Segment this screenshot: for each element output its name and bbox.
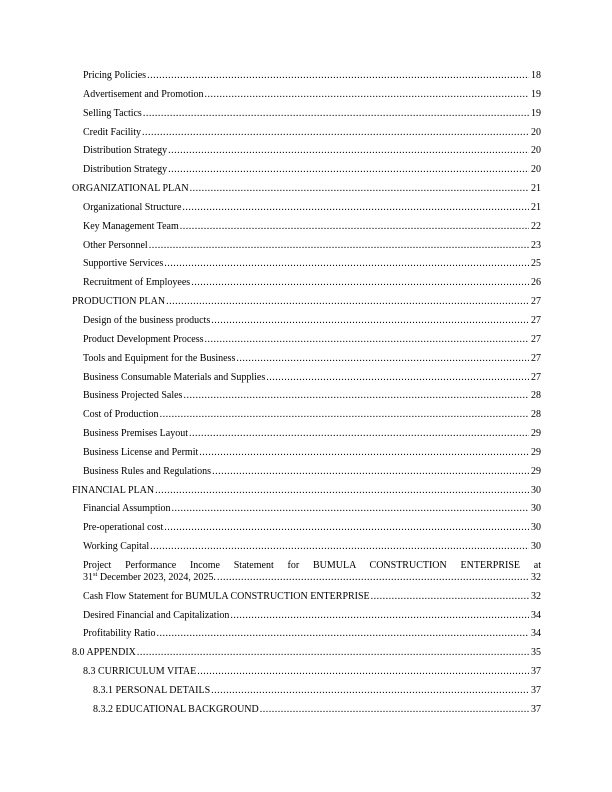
toc-page-number: 22: [531, 220, 541, 232]
toc-entry[interactable]: [72, 704, 541, 723]
toc-dot-leader: [166, 296, 529, 308]
toc-entry[interactable]: [72, 372, 541, 391]
toc-entry[interactable]: [72, 240, 541, 259]
toc-entry[interactable]: [72, 628, 541, 647]
toc-entry-title: Key Management Team: [83, 220, 179, 232]
toc-dot-leader: [212, 466, 529, 478]
toc-entry[interactable]: [72, 390, 541, 409]
toc-page-number: 26: [531, 277, 541, 289]
toc-dot-leader: [211, 685, 529, 697]
toc-dot-leader: [191, 277, 529, 289]
toc-entry[interactable]: [72, 522, 541, 541]
toc-page-number: 20: [531, 145, 541, 157]
toc-entry[interactable]: [72, 353, 541, 372]
toc-entry[interactable]: [72, 685, 541, 704]
toc-page-number: 28: [531, 409, 541, 421]
toc-entry-title: Distribution Strategy: [83, 145, 168, 157]
toc-section-heading[interactable]: [72, 647, 541, 666]
toc-page-number: 27: [531, 371, 541, 383]
toc-page-number: 23: [531, 239, 541, 251]
toc-entry-title: Design of the business products: [83, 314, 211, 326]
toc-entry-date-rest: December 2023, 2024, 2025.: [97, 571, 216, 583]
toc-entry[interactable]: [72, 666, 541, 685]
toc-entry[interactable]: [72, 221, 541, 240]
toc-entry-date-day: 31: [83, 571, 93, 583]
toc-entry-title: Financial Assumption: [83, 503, 171, 515]
toc-entry-title: 8.3.1 PERSONAL DETAILS: [93, 685, 211, 696]
toc-entry-title: Distribution Strategy: [83, 164, 168, 176]
toc-dot-leader: [168, 164, 529, 176]
toc-entry[interactable]: [72, 164, 541, 183]
toc-entry-title: Cost of Production: [83, 409, 159, 421]
toc-page-number: 34: [531, 609, 541, 621]
toc-entry-title: Recruitment of Employees: [83, 277, 191, 289]
toc-dot-leader: [260, 704, 529, 716]
toc-dot-leader: [205, 89, 529, 101]
toc-page-number: 30: [531, 503, 541, 515]
toc-page-number: 25: [531, 258, 541, 270]
toc-dot-leader: [217, 572, 529, 584]
toc-page-number: 27: [531, 333, 541, 345]
toc-entry-date: [83, 572, 216, 584]
toc-dot-leader: [197, 666, 529, 678]
toc-dot-leader: [142, 127, 529, 139]
toc-entry[interactable]: [72, 315, 541, 334]
toc-entry-title: Other Personnel: [83, 239, 148, 251]
toc-entry-title: 8.0 APPENDIX: [72, 647, 136, 659]
toc-dot-leader: [147, 70, 529, 82]
toc-entry-title: Business License and Permit: [83, 446, 199, 458]
toc-entry[interactable]: [72, 591, 541, 610]
toc-page-number: 34: [531, 628, 541, 640]
toc-dot-leader: [155, 485, 529, 497]
toc-dot-leader: [189, 428, 529, 440]
toc-section-heading[interactable]: [72, 183, 541, 202]
toc-dot-leader: [172, 503, 530, 515]
toc-page-number: 27: [531, 314, 541, 326]
toc-entry-title: Business Projected Sales: [83, 390, 183, 402]
toc-page-number: 20: [531, 164, 541, 176]
toc-entry[interactable]: [72, 89, 541, 108]
toc-entry-title-line1: Project Performance Income Statement for BUMULA CONSTRUCTION ENTERPRISE at: [83, 559, 541, 571]
toc-dot-leader: [157, 628, 530, 640]
toc-entry[interactable]: [72, 541, 541, 560]
toc-entry-title: Pricing Policies: [83, 70, 147, 81]
toc-page-number: 18: [531, 70, 541, 81]
toc-entry[interactable]: [72, 334, 541, 353]
toc-entry[interactable]: [72, 258, 541, 277]
toc-dot-leader: [150, 541, 529, 553]
toc-page-number: 35: [531, 647, 541, 659]
toc-entry[interactable]: [72, 70, 541, 89]
toc-dot-leader: [182, 202, 529, 214]
toc-entry[interactable]: [72, 127, 541, 146]
toc-entry-title: Working Capital: [83, 541, 150, 553]
toc-dot-leader: [371, 591, 529, 603]
toc-page-number: 30: [531, 522, 541, 534]
toc-dot-leader: [168, 145, 529, 157]
toc-page-number: 29: [531, 465, 541, 477]
toc-entry-title: Pre-operational cost: [83, 522, 164, 534]
toc-page-number: 37: [531, 703, 541, 715]
toc-dot-leader: [183, 390, 529, 402]
toc-page-number: 19: [531, 88, 541, 100]
toc-entry-title: FINANCIAL PLAN: [72, 484, 155, 496]
toc-dot-leader: [236, 353, 529, 365]
toc-page-number: 29: [531, 446, 541, 458]
toc-entry-title: Business Rules and Regulations: [83, 465, 212, 477]
toc-dot-leader: [199, 447, 529, 459]
toc-page-number: 28: [531, 390, 541, 402]
toc-dot-leader: [230, 610, 529, 622]
toc-dot-leader: [211, 315, 529, 327]
table-of-contents: [72, 70, 541, 723]
toc-entry-title: Profitability Ratio: [83, 628, 156, 640]
toc-entry-title: 8.3 CURRICULUM VITAE: [83, 666, 197, 678]
toc-dot-leader: [149, 240, 529, 252]
toc-entry[interactable]: [72, 108, 541, 127]
toc-entry-title-line2: [83, 572, 541, 584]
toc-dot-leader: [164, 258, 529, 270]
toc-entry[interactable]: [72, 503, 541, 522]
toc-page-number: 21: [531, 201, 541, 213]
toc-entry-title: Business Premises Layout: [83, 428, 188, 440]
toc-entry-title: Organizational Structure: [83, 201, 182, 213]
toc-entry[interactable]: [72, 277, 541, 296]
toc-section-heading[interactable]: [72, 485, 541, 504]
toc-section-heading[interactable]: [72, 296, 541, 315]
toc-page-number: 27: [531, 296, 541, 308]
toc-entry[interactable]: [72, 145, 541, 164]
toc-entry-title: Cash Flow Statement for BUMULA CONSTRUCTION ENTERPRISE: [83, 590, 370, 602]
toc-page-number: 19: [531, 107, 541, 119]
toc-page-number: 27: [531, 352, 541, 364]
toc-page-number: 20: [531, 126, 541, 138]
toc-dot-leader: [205, 334, 529, 346]
toc-dot-leader: [160, 409, 529, 421]
toc-entry-title: Supportive Services: [83, 258, 164, 270]
toc-entry-title: PRODUCTION PLAN: [72, 296, 166, 308]
toc-entry-title: Desired Financial and Capitalization: [83, 609, 230, 621]
toc-dot-leader: [190, 183, 529, 195]
toc-entry[interactable]: [72, 447, 541, 466]
toc-entry-title: Product Development Process: [83, 333, 204, 345]
toc-page-number: 30: [531, 541, 541, 553]
toc-dot-leader: [143, 108, 529, 120]
toc-entry-multiline[interactable]: [72, 560, 541, 584]
toc-entry-title: Tools and Equipment for the Business: [83, 352, 236, 364]
toc-entry[interactable]: [72, 610, 541, 629]
toc-entry-title: Advertisement and Promotion: [83, 88, 204, 100]
toc-entry[interactable]: [72, 202, 541, 221]
toc-dot-leader: [180, 221, 529, 233]
toc-dot-leader: [266, 372, 529, 384]
toc-page-number: 32: [531, 590, 541, 602]
toc-dot-leader: [164, 522, 529, 534]
toc-entry-title: ORGANIZATIONAL PLAN: [72, 183, 189, 195]
toc-entry[interactable]: [72, 466, 541, 485]
toc-entry-title: Business Consumable Materials and Supplies: [83, 371, 266, 383]
toc-page-number: 32: [531, 571, 541, 583]
toc-entry[interactable]: [72, 428, 541, 447]
toc-dot-leader: [137, 647, 529, 659]
toc-page-number: 29: [531, 428, 541, 440]
toc-entry-title: Selling Tactics: [83, 107, 142, 119]
toc-page-number: 30: [531, 484, 541, 496]
toc-page-number: 37: [531, 666, 541, 678]
toc-entry-title: 8.3.2 EDUCATIONAL BACKGROUND: [93, 703, 259, 715]
toc-page-number: 21: [531, 183, 541, 195]
toc-entry-date-ordinal: st: [93, 570, 98, 578]
toc-page-number: 37: [531, 685, 541, 696]
toc-entry[interactable]: [72, 409, 541, 428]
toc-entry-title: Credit Facility: [83, 126, 142, 138]
